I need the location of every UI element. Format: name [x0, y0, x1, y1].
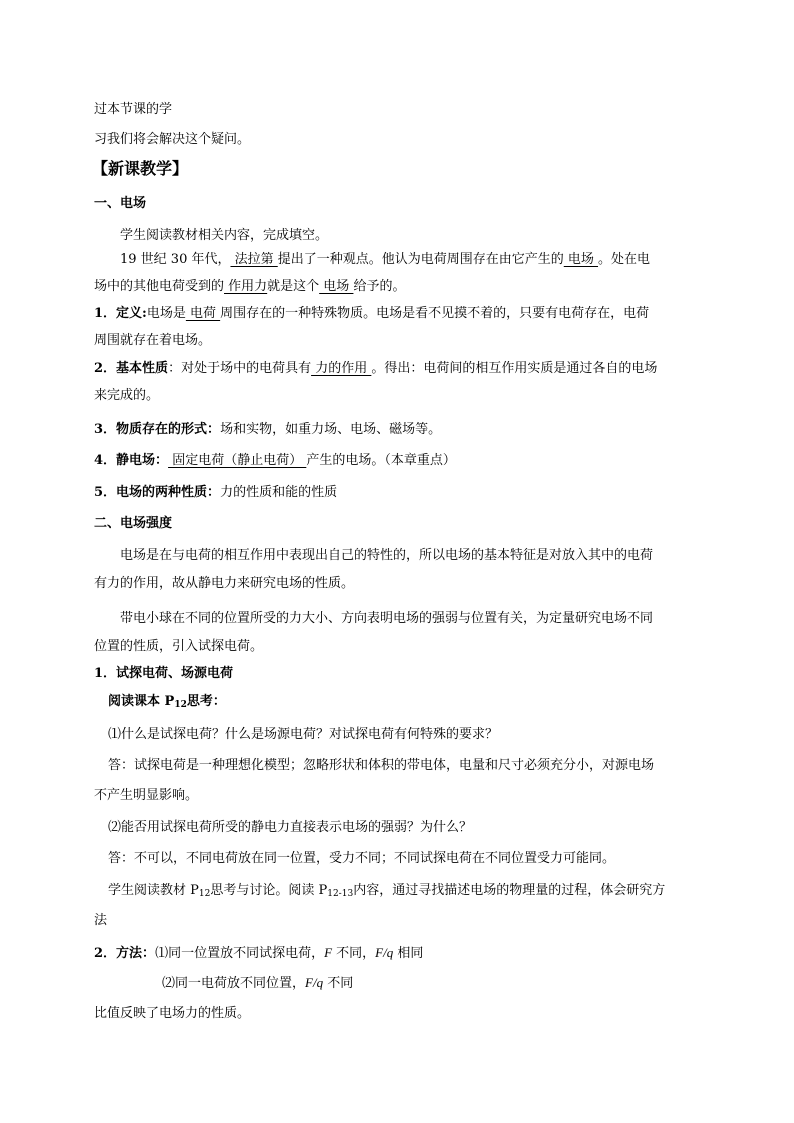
method-line-2: ⑵同一电荷放不同位置，F/q 不同 [162, 975, 354, 991]
text-line: 位置的性质，引入试探电荷。 [94, 639, 264, 654]
read-prompt: 阅读课本 $P_{12}$思考： [108, 694, 226, 710]
text-line: 电场是在与电荷的相互作用中表现出自己的特性的，所以电场的基本特征是对放入其中的电荷 [120, 548, 654, 563]
text-line: 带电小球在不同的位置所受的力大小、方向表明电场的强弱与位置有关，为定量研究电场不同 [120, 611, 654, 626]
text-line: 法 [94, 913, 108, 928]
blank-answer: 法拉第 [230, 252, 278, 267]
blank-answer: 电场 [563, 252, 599, 267]
text-line: 来完成的。 [94, 388, 160, 403]
fill-line: 场中的其他电荷受到的 作用力就是这个 电场 给予的。 [94, 279, 406, 294]
subheading-test-charge: 1．试探电荷、场源电荷 [94, 666, 234, 681]
text-line: 有力的作用，故从静电力来研究电场的性质。 [94, 576, 355, 591]
fill-line: 19 世纪 30 年代， 法拉第 提出了一种观点。他认为电荷周围存在由它产生的 电场 。处在电 [120, 252, 651, 267]
blank-answer: 固定电荷（静止电荷） [168, 453, 307, 468]
question-1: ⑴什么是试探电荷？什么是场源电荷？对试探电荷有何特殊的要求？ [108, 727, 499, 742]
item-basic-property: 2．基本性质：对处于场中的电荷具有 力的作用 。得出：电荷间的相互作用实质是通过各自的电场 [94, 361, 658, 376]
method-line-1: 2．方法：⑴同一位置放不同试探电荷，F 不同，F/q 相同 [94, 945, 424, 961]
question-2: ⑵能否用试探电荷所受的静电力直接表示电场的强弱？为什么？ [108, 820, 473, 835]
conclusion: 比值反映了电场力的性质。 [94, 1006, 251, 1021]
answer-2: 答：不可以，不同电荷放在同一位置，受力不同；不同试探电荷在不同位置受力可能同。 [108, 851, 616, 866]
heading-electric-field: 一、电场 [94, 196, 147, 211]
study-instruction: 学生阅读教材 $P_{12}$思考与讨论。阅读 $P_{12-13}$内容，通过寻找描述电场的物理量的过程，体会研究方 [108, 883, 666, 899]
text-line: 习我们将会解决这个疑问。 [94, 132, 251, 147]
blank-answer: 电场 [319, 279, 354, 294]
blank-answer: 作用力 [224, 279, 268, 294]
section-title: 【新课教学】 [92, 161, 189, 178]
text-line: 周围就存在着电场。 [94, 333, 212, 348]
item-two-properties: 5．电场的两种性质：力的性质和能的性质 [94, 485, 338, 500]
text-line: 不产生明显影响。 [94, 788, 199, 803]
answer-1: 答：试探电荷是一种理想化模型；忽略形状和体积的带电体，电量和尺寸必须充分小，对源电场 [108, 758, 655, 773]
intro-text: 学生阅读教材相关内容，完成填空。 [120, 228, 329, 243]
blank-answer: 电荷 [185, 306, 221, 321]
item-electrostatic-field: 4．静电场： 固定电荷（静止电荷） 产生的电场。（本章重点） [94, 453, 456, 468]
item-definition: 1．定义:电场是 电荷 周围存在的一种特殊物质。电场是看不见摸不着的，只要有电荷存在，电荷 [94, 306, 650, 321]
blank-answer: 力的作用 [311, 361, 372, 376]
item-matter-forms: 3．物质存在的形式：场和实物，如重力场、电场、磁场等。 [94, 422, 442, 437]
text-line: 过本节课的学 [94, 102, 173, 117]
heading-field-strength: 二、电场强度 [94, 516, 173, 531]
